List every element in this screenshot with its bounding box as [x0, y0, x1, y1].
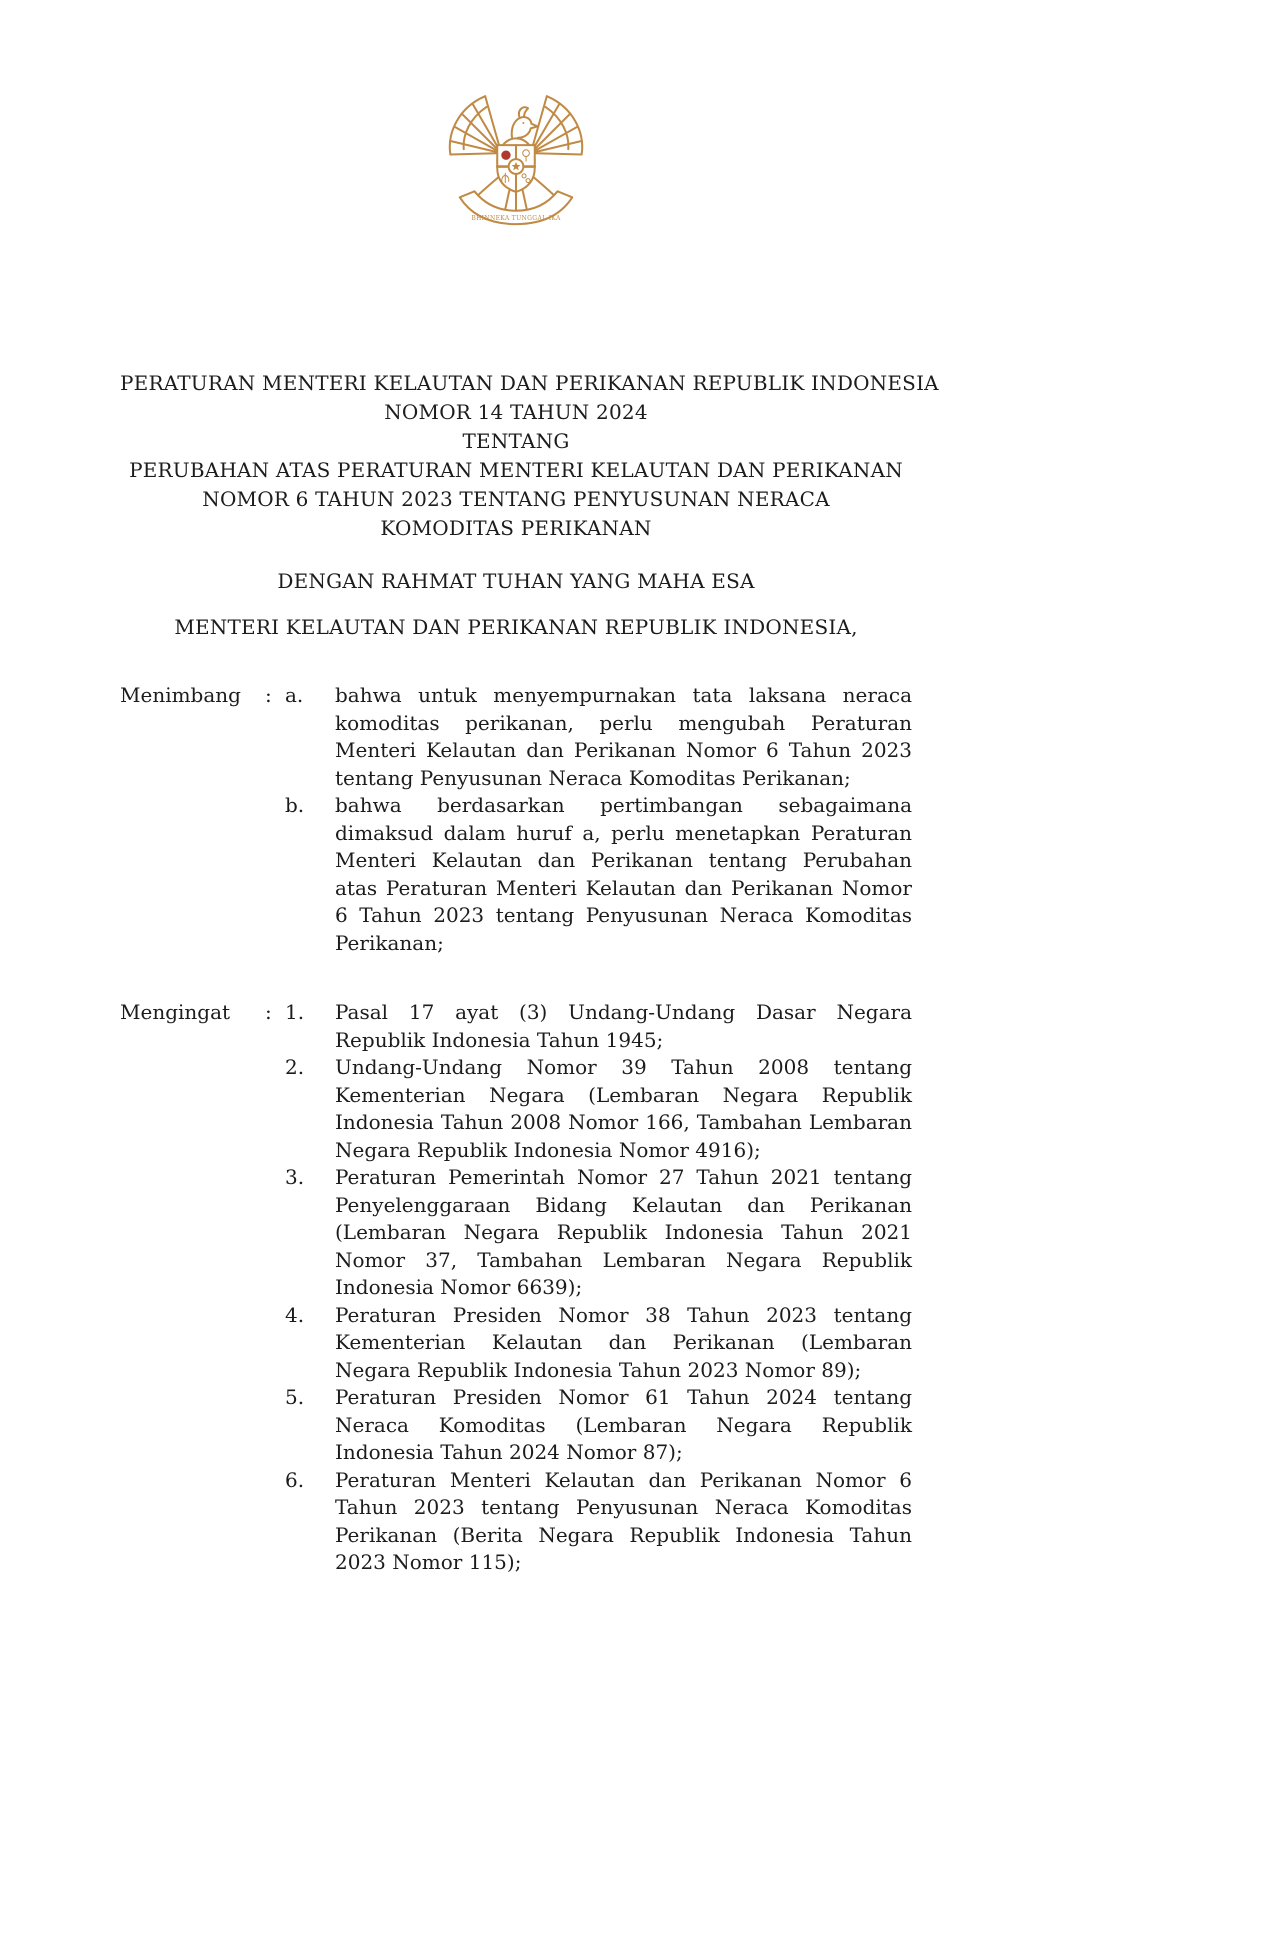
mengingat-item-5: [285, 1384, 912, 1467]
mengingat-label: Mengingat: [120, 1000, 231, 1024]
title-line-4: PERUBAHAN ATAS PERATURAN MENTERI KELAUTAN DAN PERIKANAN: [129, 458, 903, 482]
mengingat-colon: :: [265, 1000, 272, 1024]
menimbang-item-a: [285, 682, 912, 792]
menimbang-item-b: [285, 792, 912, 957]
menimbang-items: [285, 682, 912, 957]
document-title-block: [120, 369, 939, 543]
item-text: Peraturan Menteri Kelautan dan Perikanan Nomor 6 Tahun 2023 tentang Penyusunan Neraca Komoditas Perikanan (Berita Negara Republik Indonesia Tahun 2023 Nomor 115);: [335, 1467, 912, 1574]
item-text: bahwa berdasarkan pertimbangan sebagaimana dimaksud dalam huruf a, perlu menetapkan Peraturan Menteri Kelautan dan Perikanan tentang Perubahan atas Peraturan Menteri Kelautan dan Perikanan Nomor 6 Tahun 2023 tentang Penyusunan Neraca Komoditas Perikanan;: [335, 793, 912, 955]
garuda-pancasila-emblem: [441, 86, 591, 231]
menimbang-label: Menimbang: [120, 683, 241, 707]
title-line-3: TENTANG: [462, 429, 570, 453]
title-line-6: KOMODITAS PERIKANAN: [380, 516, 652, 540]
item-marker: 5.: [285, 1385, 305, 1409]
mengingat-item-6: [285, 1467, 912, 1577]
mengingat-item-1: [285, 999, 912, 1054]
item-marker: b.: [285, 793, 305, 817]
title-line-1: PERATURAN MENTERI KELAUTAN DAN PERIKANAN REPUBLIK INDONESIA: [120, 371, 939, 395]
item-text: Undang-Undang Nomor 39 Tahun 2008 tentang Kementerian Negara (Lembaran Negara Republik Indonesia Tahun 2008 Nomor 166, Tambahan Lembaran Negara Republik Indonesia Nomor 4916);: [335, 1055, 912, 1162]
emblem-linework: [450, 96, 582, 224]
item-text: Peraturan Presiden Nomor 61 Tahun 2024 tentang Neraca Komoditas (Lembaran Negara Republik Indonesia Tahun 2024 Nomor 87);: [335, 1385, 912, 1464]
mengingat-section: [120, 999, 912, 1577]
item-text: bahwa untuk menyempurnakan tata laksana neraca komoditas perikanan, perlu mengubah Peraturan Menteri Kelautan dan Perikanan Nomor 6 Tahun 2023 tentang Penyusunan Neraca Komoditas Perikanan;: [335, 683, 912, 790]
item-marker: 1.: [285, 1000, 305, 1024]
item-text: Peraturan Pemerintah Nomor 27 Tahun 2021 tentang Penyelenggaraan Bidang Kelautan dan Perikanan (Lembaran Negara Republik Indonesia Tahun 2021 Nomor 37, Tambahan Lembaran Negara Republik Indonesia Nomor 6639);: [335, 1165, 912, 1299]
document-content: [120, 0, 939, 1577]
title-line-2: NOMOR 14 TAHUN 2024: [384, 400, 648, 424]
invocation-line: DENGAN RAHMAT TUHAN YANG MAHA ESA: [277, 569, 755, 593]
menimbang-colon: :: [265, 683, 272, 707]
item-marker: 6.: [285, 1467, 305, 1492]
mengingat-item-3: [285, 1164, 912, 1302]
shield-bull-mark: [501, 150, 510, 159]
item-text: Peraturan Presiden Nomor 38 Tahun 2023 tentang Kementerian Kelautan dan Perikanan (Lembaran Negara Republik Indonesia Tahun 2023 Nomor 89);: [335, 1302, 912, 1382]
mengingat-items: [285, 999, 912, 1577]
item-marker: 3.: [285, 1165, 305, 1189]
emblem-motto: BHINNEKA TUNGGAL IKA: [471, 215, 561, 223]
mengingat-item-4: [285, 1302, 912, 1385]
menimbang-section: [120, 682, 912, 957]
item-text: Pasal 17 ayat (3) Undang-Undang Dasar Negara Republik Indonesia Tahun 1945;: [335, 1000, 912, 1052]
title-line-5: NOMOR 6 TAHUN 2023 TENTANG PENYUSUNAN NERACA: [202, 487, 830, 511]
item-marker: 4.: [285, 1302, 305, 1327]
item-marker: a.: [285, 683, 304, 707]
item-marker: 2.: [285, 1055, 305, 1079]
officiant-line: MENTERI KELAUTAN DAN PERIKANAN REPUBLIK INDONESIA,: [174, 615, 858, 639]
mengingat-item-2: [285, 1054, 912, 1164]
garuda-pancasila-icon: [441, 86, 591, 231]
